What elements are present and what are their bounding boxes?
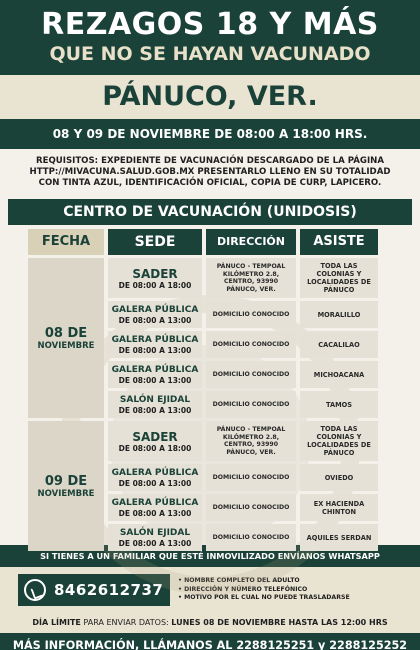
direccion-cell: DOMICILIO CONOCIDO: [206, 301, 296, 328]
sede-name: GALERA PÚBLICA: [111, 467, 199, 478]
fecha-month: NOVIEMBRE: [37, 488, 95, 499]
fecha-day: 08 DE: [44, 325, 88, 341]
deadline-middle: PARA ENVIAR DATOS:: [80, 618, 172, 627]
fecha-cell: [28, 421, 104, 551]
sede-time: DE 08:00 A 13:00: [118, 478, 192, 488]
direccion-cell: DOMICILIO CONOCIDO: [206, 494, 296, 521]
poster-header: [0, 0, 420, 75]
header-fecha: FECHA: [28, 229, 104, 255]
asiste-cell: AQUILES SERDAN: [300, 524, 378, 551]
fecha-cell: [28, 258, 104, 418]
sede-name: GALERA PÚBLICA: [111, 364, 199, 375]
center-title: CENTRO DE VACUNACIÓN (UNIDOSIS): [8, 199, 412, 225]
sede-cell: [108, 494, 202, 521]
sede-time: DE 08:00 A 13:00: [118, 538, 192, 548]
whatsapp-number: 8462612737: [54, 581, 164, 599]
city-name: PÁNUCO, VER.: [0, 75, 420, 119]
header-sede: SEDE: [108, 229, 202, 255]
sede-time: DE 08:00 A 13:00: [118, 405, 192, 415]
table-row: [108, 391, 378, 418]
header-direccion: DIRECCIÓN: [206, 229, 296, 255]
list-item-text: DIRECCIÓN Y NÚMERO TELEFÓNICO: [184, 585, 308, 593]
list-item: • DIRECCIÓN Y NÚMERO TELEFÓNICO: [178, 585, 308, 593]
direccion-cell: PÁNUCO - TEMPOAL KILÓMETRO 2.8, CENTRO, 93990 PÁNUCO, VER.: [206, 258, 296, 298]
table-row: [108, 421, 378, 461]
list-item-text: NOMBRE COMPLETO DEL ADULTO: [184, 577, 300, 585]
asiste-cell: TODA LAS COLONIAS Y LOCALIDADES DE PÁNUCO: [300, 421, 378, 461]
sede-cell: [108, 391, 202, 418]
asiste-cell: MORALILLO: [300, 301, 378, 328]
whatsapp-icon: [24, 579, 46, 601]
direccion-cell: DOMICILIO CONOCIDO: [206, 524, 296, 551]
table-row: [108, 494, 378, 521]
deadline-label: DÍA LÍMITE: [32, 618, 81, 627]
fecha-day: 09 DE: [44, 473, 88, 489]
sede-name: GALERA PÚBLICA: [111, 304, 199, 315]
asiste-cell: TAMOS: [300, 391, 378, 418]
sede-time: DE 08:00 A 13:00: [118, 315, 192, 325]
table-row: [108, 331, 378, 358]
requirements-text: REQUISITOS: EXPEDIENTE DE VACUNACIÓN DESCARGADO DE LA PÁGINA HTTP://MIVACUNA.SALUD.GOB.MX PRESENTARLO LLENO EN SU TOTALIDAD CON TINTA AZUL, IDENTIFICACIÓN OFICIAL, COPIA DE CURP, LAPICERO.: [29, 156, 391, 188]
sede-name: SALÓN EJIDAL: [119, 394, 191, 405]
table-row: [108, 464, 378, 491]
list-item: • MOTIVO POR EL CUAL NO PUEDE TRASLADARSE: [178, 594, 350, 602]
sede-name: SALÓN EJIDAL: [119, 527, 191, 538]
table-row: [108, 301, 378, 328]
table-header-row: [28, 229, 398, 255]
table-row: [108, 258, 378, 298]
schedule-table: [0, 225, 420, 548]
asiste-cell: OVIEDO: [300, 464, 378, 491]
sede-cell: [108, 301, 202, 328]
block-rows: [108, 258, 378, 418]
asiste-cell: CACALILAO: [300, 331, 378, 358]
direccion-cell: PÁNUCO - TEMPOAL KILÓMETRO 2.8, CENTRO, 93990 PÁNUCO, VER.: [206, 421, 296, 461]
dates-line: 08 Y 09 DE NOVIEMBRE DE 08:00 A 18:00 HRS.: [0, 119, 420, 149]
sede-cell: [108, 331, 202, 358]
sede-time: DE 08:00 A 18:00: [118, 443, 192, 453]
familiar-line: SI TIENES A UN FAMILIAR QUE ESTÉ INMOVILIZADO ENVÍANOS WHATSAPP: [0, 545, 420, 567]
sede-cell: [108, 421, 202, 461]
sede-cell: [108, 361, 202, 388]
asiste-cell: EX HACIENDA CHINTON: [300, 494, 378, 521]
date-block-09: [28, 421, 398, 551]
table-row: [108, 524, 378, 551]
poster-title: REZAGOS 18 Y MÁS: [41, 7, 379, 42]
asiste-cell: MICHOACANA: [300, 361, 378, 388]
sede-time: DE 08:00 A 13:00: [118, 345, 192, 355]
list-item: • NOMBRE COMPLETO DEL ADULTO: [178, 577, 300, 585]
direccion-cell: DOMICILIO CONOCIDO: [206, 391, 296, 418]
direccion-cell: DOMICILIO CONOCIDO: [206, 464, 296, 491]
fecha-month: NOVIEMBRE: [37, 340, 95, 351]
deadline-value: LUNES 08 DE NOVIEMBRE HASTA LAS 12:00 HRS: [171, 618, 388, 627]
info-line: MÁS INFORMACIÓN, LLÁMANOS AL 2288125251 y 2288125252: [0, 633, 420, 650]
direccion-cell: DOMICILIO CONOCIDO: [206, 361, 296, 388]
sede-cell: [108, 258, 202, 298]
sede-time: DE 08:00 A 18:00: [118, 280, 192, 290]
header-asiste: ASISTE: [300, 229, 378, 255]
sede-name: GALERA PÚBLICA: [111, 497, 199, 508]
date-block-08: [28, 258, 398, 418]
sede-time: DE 08:00 A 13:00: [118, 375, 192, 385]
sede-cell: [108, 524, 202, 551]
sede-name: SADER: [132, 429, 178, 444]
list-item-text: MOTIVO POR EL CUAL NO PUEDE TRASLADARSE: [184, 594, 350, 602]
block-rows: [108, 421, 378, 551]
sede-cell: [108, 464, 202, 491]
sede-name: SADER: [132, 266, 178, 281]
deadline-line: [0, 613, 420, 633]
sede-name: GALERA PÚBLICA: [111, 334, 199, 345]
asiste-cell: TODA LAS COLONIAS Y LOCALIDADES DE PÁNUCO: [300, 258, 378, 298]
sede-time: DE 08:00 A 13:00: [118, 508, 192, 518]
table-row: [108, 361, 378, 388]
direccion-cell: DOMICILIO CONOCIDO: [206, 331, 296, 358]
poster-subtitle: QUE NO SE HAYAN VACUNADO: [49, 43, 371, 65]
